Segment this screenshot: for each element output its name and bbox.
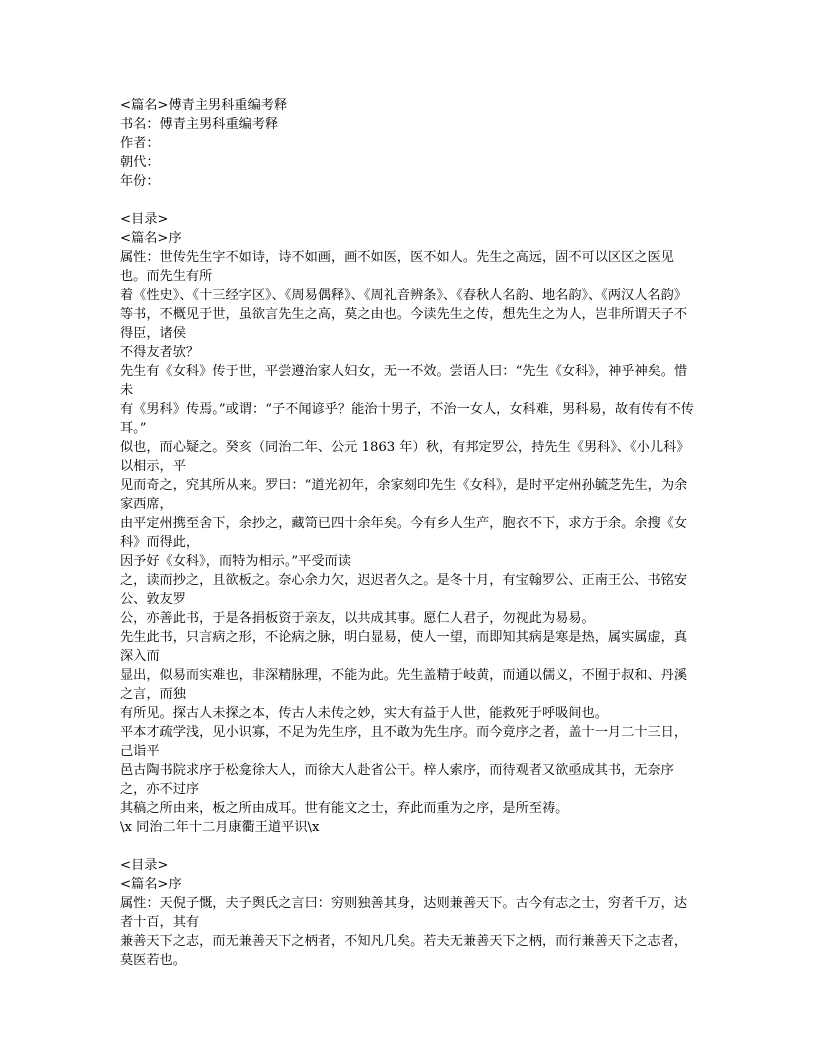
paragraph-line: 见而奇之，究其所从来。罗曰：“道光初年，余家刻印先生《女科》，是时平定州孙毓芝先生，为余家西席， [120,478,688,512]
title-line: <篇名>傅青主男科重编考释 [120,98,288,113]
paragraph-line: 邑古陶书院求序于松龛徐大人，而徐大人赴省公干。梓人索序，而待观者又欲亟成其书，无奈序之，亦不过序 [120,763,674,797]
paragraph-line: 由平定州携至舍下，余抄之，藏笥已四十余年矣。今有乡人生产，胞衣不下，求方于余。余搜《女科》而得此， [120,516,688,550]
chapter-heading: <篇名>序 [120,877,182,892]
author-line: 作者： [120,136,160,151]
book-name-line: 书名：傅青主男科重编考释 [120,117,279,132]
signature-line: \x 同治二年十二月康衢王道平识\x [120,820,320,835]
year-line: 年份： [120,174,160,189]
spacer [120,837,700,856]
dynasty-line: 朝代： [120,155,160,170]
paragraph-line: 着《性史》、《十三经字区》、《周易偶释》、《周礼音辨条》、《春秋人名韵、地名韵》、《两汉人名韵》 [120,288,687,303]
chapter-heading: <篇名>序 [120,231,182,246]
paragraph-line: 公，亦善此书，于是各捐板资于亲友，以共成其事。愿仁人君子，勿视此为易易。 [120,611,595,626]
paragraph-line: 不得友者欤？ [120,345,200,360]
paragraph-line: 其稿之所由来，板之所由成耳。世有能文之士，弃此而重为之序，是所至祷。 [120,801,569,816]
paragraph-line: 先生此书，只言病之形，不论病之脉，明白显易，使人一望，而即知其病是寒是热，属实属虚，真深入而 [120,630,688,664]
paragraph-line: 属性：世传先生字不如诗，诗不如画，画不如医，医不如人。先生之高远，固不可以区区之医见也。而先生有所 [120,250,674,284]
paragraph-line: 因予好《女科》，而特为相示。”平受而读 [120,554,351,569]
paragraph-line: 兼善天下之志，而无兼善天下之柄者，不知凡几矣。若夫无兼善天下之柄，而行兼善天下之志者，莫医若也。 [120,934,688,968]
toc-marker: <目录> [120,858,169,873]
spacer [120,191,700,210]
toc-marker: <目录> [120,212,169,227]
paragraph-line: 先生有《女科》传于世，平尝遵治家人妇女，无一不效。尝语人曰：“先生《女科》，神乎神矣。惜未 [120,364,688,398]
document-page [120,96,700,970]
preface-body-2 [120,894,700,970]
paragraph-line: 有所见。探古人未探之本，传古人未传之妙，实大有益于人世，能救死于呼吸间也。 [120,706,608,721]
preface-body-1 [120,248,700,837]
paragraph-line: 属性：天倪子慨，夫子舆氏之言曰：穷则独善其身，达则兼善天下。古今有志之士，穷者千万，达者十百，其有 [120,896,688,930]
paragraph-line: 似也，而心疑之。癸亥（同治二年、公元 1863 年）秋，有邦定罗公，持先生《男科》、《小儿科》以相示，平 [120,440,690,474]
paragraph-line: 之，读而抄之，且欲板之。奈心余力欠，迟迟者久之。是冬十月，有宝翰罗公、正南王公、书铭安公、敦友罗 [120,573,688,607]
paragraph-line: 显出，似易而实难也，非深精脉理，不能为此。先生盖精于岐黄，而通以儒义，不囿于叔和、丹溪之言，而独 [120,668,688,702]
paragraph-line: 等书，不概见于世，虽欲言先生之高，莫之由也。今读先生之传，想先生之为人，岂非所谓天子不得臣，诸侯 [120,307,688,341]
paragraph-line: 有《男科》传焉。”或谓：“子不闻谚乎？能治十男子，不治一女人，女科难，男科易，故有传有不传耳。” [120,402,694,436]
paragraph-line: 平本才疏学浅，见小识寡，不足为先生序，且不敢为先生序。而今竟序之者，盖十一月二十三日，己诣平 [120,725,688,759]
